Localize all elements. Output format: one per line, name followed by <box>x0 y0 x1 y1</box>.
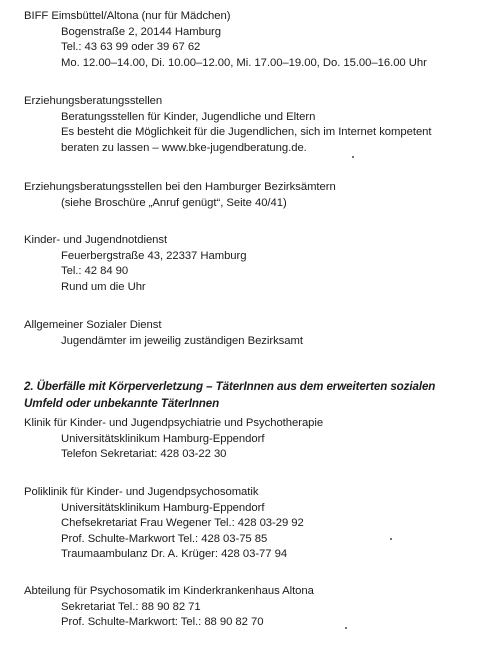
entry-abteilung-altona <box>24 584 484 631</box>
entry-biff <box>24 9 484 71</box>
entry-phone: Sekretariat Tel.: 88 90 82 71 <box>61 600 201 613</box>
entry-note: (siehe Broschüre „Anruf genügt“, Seite 40/41) <box>61 196 287 209</box>
entry-phone: Traumaambulanz Dr. A. Krüger: 428 03-77 94 <box>61 548 288 561</box>
entry-address: Feuerbergstraße 43, 22337 Hamburg <box>61 249 247 262</box>
scan-speck <box>352 156 354 158</box>
entry-hours: Rund um die Uhr <box>61 280 146 293</box>
section-title-line: Umfeld oder unbekannte TäterInnen <box>24 397 220 410</box>
entry-phone: Tel.: 42 84 90 <box>61 265 129 278</box>
scan-speck <box>390 538 392 540</box>
entry-address: Bogenstraße 2, 20144 Hamburg <box>61 25 221 38</box>
entry-poliklinik <box>24 485 484 563</box>
entry-institution: Universitätsklinikum Hamburg-Eppendorf <box>61 501 265 514</box>
entry-sozialer-dienst <box>24 318 484 349</box>
entry-phone: Chefsekretariat Frau Wegener Tel.: 428 03-29 92 <box>61 517 304 530</box>
entry-phone: Telefon Sekretariat: 428 03-22 30 <box>61 448 227 461</box>
entry-bezirksaemter <box>24 180 484 211</box>
entry-heading: Klinik für Kinder- und Jugendpsychiatrie und Psychotherapie <box>24 417 324 429</box>
entry-phone: Prof. Schulte-Markwort Tel.: 428 03-75 85 <box>61 532 268 545</box>
entry-jugendnotdienst <box>24 233 484 295</box>
entry-description: beraten zu lassen – www.bke-jugendberatung.de. <box>61 141 307 154</box>
entry-heading: BIFF Eimsbüttel/Altona (nur für Mädchen) <box>24 10 231 22</box>
entry-phone: Prof. Schulte-Markwort: Tel.: 88 90 82 70 <box>61 616 264 629</box>
section-2-title <box>24 378 484 412</box>
entry-phone: Tel.: 43 63 99 oder 39 67 62 <box>61 41 201 54</box>
entry-institution: Universitätsklinikum Hamburg-Eppendorf <box>61 432 265 445</box>
entry-erziehungsberatung <box>24 94 484 156</box>
entry-heading: Erziehungsberatungsstellen <box>24 95 163 107</box>
entry-heading: Poliklinik für Kinder- und Jugendpsychosomatik <box>24 486 259 498</box>
section-title-line: 2. Überfälle mit Körperverletzung – TäterInnen aus dem erweiterten sozialen <box>24 380 436 393</box>
entry-heading: Kinder- und Jugendnotdienst <box>24 234 168 246</box>
entry-hours: Mo. 12.00–14.00, Di. 10.00–12.00, Mi. 17.00–19.00, Do. 15.00–16.00 Uhr <box>61 56 427 69</box>
entry-description: Jugendämter im jeweilig zuständigen Bezirksamt <box>61 334 303 347</box>
scan-speck <box>345 627 347 629</box>
entry-description: Es besteht die Möglichkeit für die Jugendlichen, sich im Internet kompetent <box>61 126 432 139</box>
entry-klinik <box>24 416 484 463</box>
entry-heading: Erziehungsberatungsstellen bei den Hamburger Bezirksämtern <box>24 181 336 193</box>
entry-description: Beratungsstellen für Kinder, Jugendliche und Eltern <box>61 110 316 123</box>
entry-heading: Abteilung für Psychosomatik im Kinderkrankenhaus Altona <box>24 585 314 597</box>
entry-heading: Allgemeiner Sozialer Dienst <box>24 319 162 331</box>
